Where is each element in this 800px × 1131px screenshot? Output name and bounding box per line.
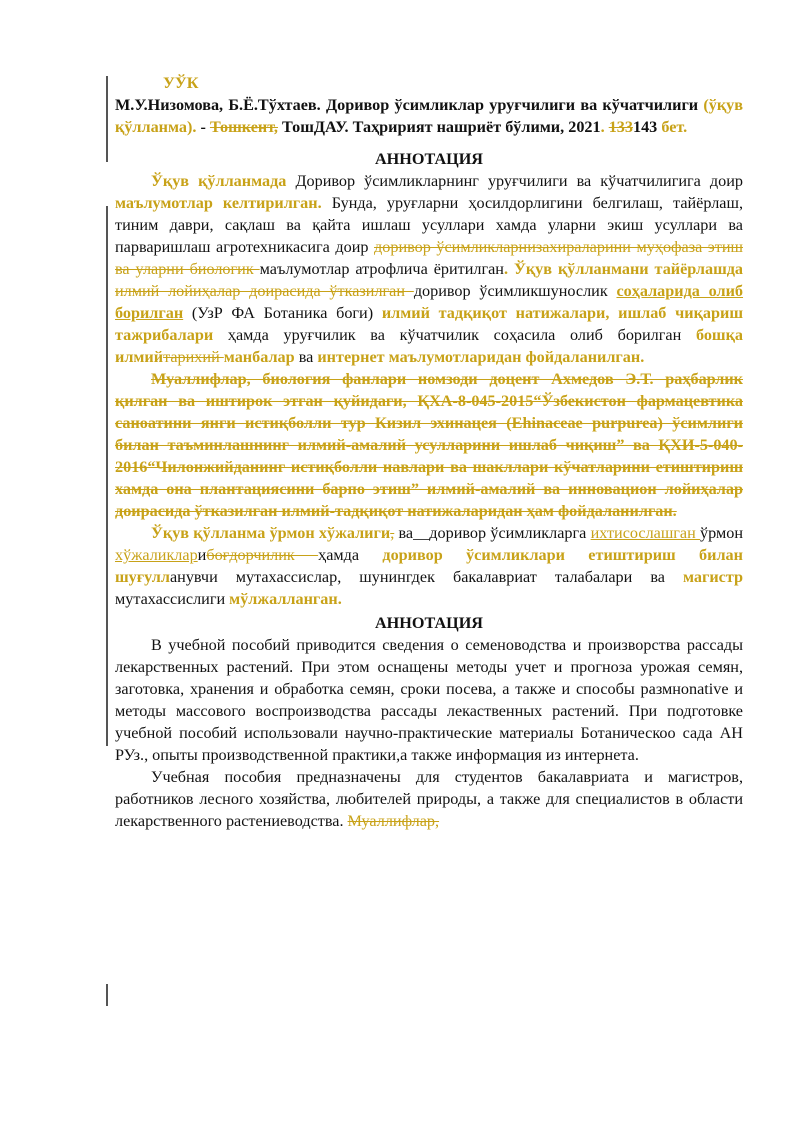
deleted-text: , xyxy=(390,524,395,542)
deleted-text: боғдорчилик xyxy=(206,546,319,564)
uz-paragraph-2-deleted xyxy=(115,368,743,522)
document-page xyxy=(115,72,743,832)
body-text: и xyxy=(197,546,207,564)
deleted-text: тарихий xyxy=(163,348,224,366)
inserted-text: бет. xyxy=(657,118,688,136)
body-text: мутахассислиги xyxy=(115,590,230,608)
inserted-text: доривор ўсимликлари етиштириш билан шуғулл xyxy=(115,546,743,586)
body-text: ҳамда уруғчилик ва кўчатчилик соҳасила олиб борилган xyxy=(213,326,696,344)
body-text: доривор ўсимликшунослик xyxy=(413,282,617,300)
deleted-text: илмий лойиҳалар доирасида ўтказилган xyxy=(115,282,414,300)
body-text: ва__доривор ўсимликларга xyxy=(394,524,591,542)
inserted-text: маълумотлар келтирилган. xyxy=(115,194,322,212)
inserted-text: Ўқув қўлланма ўрмон хўжалиги xyxy=(151,524,391,542)
inserted-text: мўлжалланган. xyxy=(229,590,342,608)
citation xyxy=(115,94,743,138)
inserted-text: . xyxy=(600,118,609,136)
inserted-text: ихтисослашган xyxy=(590,524,701,542)
ru-paragraph-2 xyxy=(115,766,743,832)
change-bar xyxy=(106,206,108,746)
change-bar xyxy=(106,984,108,1006)
uz-paragraph-3 xyxy=(115,522,743,610)
body-text: анувчи мутахассислар, шунингдек бакалавриат талабалари ва xyxy=(169,568,683,586)
deleted-text: 133 xyxy=(608,118,633,136)
inserted-text: хўжаликлар xyxy=(115,546,198,564)
body-text: ва xyxy=(294,348,318,366)
citation-authors: М.У.Низомова, Б.Ё.Тўхтаев. xyxy=(115,96,321,114)
body-text: Бунда, уруғларни ҳосилдорлигини белгилаш, тайёрлаш, тиним даври, сақлаш ва қайта ишлаш усуллари хамда уларни экиш усуллари ва парваришлаш агротехникасига доир xyxy=(115,194,744,256)
citation-publisher: ТошДАУ. Таҳририят нашриёт бўлими, 2021 xyxy=(277,118,601,136)
citation-pages: 143 xyxy=(632,118,658,136)
inserted-text: илмий тадқиқот натижалари, ишлаб чиқариш тажрибалари xyxy=(115,304,743,344)
deleted-text: Муаллифлар, xyxy=(347,812,440,830)
inserted-text: Ўқув қўлланмада xyxy=(151,172,287,190)
uz-paragraph-1 xyxy=(115,170,743,368)
inserted-text: интернет маълумотларидан фойдаланилган. xyxy=(317,348,645,366)
change-bar xyxy=(106,76,108,162)
body-text: (УзР ФА Ботаника боги) xyxy=(183,304,382,322)
body-text: ҳамда xyxy=(318,546,383,564)
inserted-text: . xyxy=(503,260,508,278)
body-text: Учебная пособия предназначены для студентов бакалавриата и магистров, работников лесного хозяйства, любителей природы, а также для специалистов в области лекарственного растениеводства. xyxy=(115,768,743,830)
deleted-text: Муаллифлар, биология фанлари номзоди доцент Ахмедов Э.Т. раҳбарлик қилган ва иштирок этган қуйидаги, ҚХА-8-045-2015“Ўзбекистон фармацевтика саноатини янги истиқболли тур Кизил эхинацея (Ehinaceae purpurea) ўсимлиги билан таъминлашнинг илмий-амалий усулларини ишлаб чиқиш” ва ҚХИ-5-040-2016“Чилонжийданинг истиқболли навлари ва шакллари кўчатларини етиштириш хамда она плантациясини барпо этиш” илмий-амалий ва инновацион лойиҳалар доирасида ўтказилган илмий-тадқиқот натижаларидан ҳам фойдаланилган. xyxy=(115,370,743,520)
deleted-text: доривор ўсимликларнизахираларини муҳофаза этиш ва уларни биологик xyxy=(115,238,743,278)
ru-paragraph-1: В учебной пособий приводится сведения о семеноводства и произворства рассады лекарственных растений. При этом оснащены методы учет и прогноза урожая семян, заготовка, хранения и обработка семян, сроки посева, а также и способы размноnative и методы массового воспроизводства рассады лекаственных растений. При подготовке учебной пособий использовали научно-практические материалы Ботаническоо сада АН РУз., опыты производственной практики,а также информация из интернета. xyxy=(115,636,743,764)
citation-dash: - xyxy=(196,118,210,136)
inserted-text: Ўқув қўлланмани тайёрлашда xyxy=(513,260,744,278)
inserted-text: манбалар xyxy=(223,348,295,366)
body-text: ўрмон xyxy=(700,524,743,542)
inserted-text: бошқа илмий xyxy=(115,326,743,366)
citation-title: Доривор ўсимликлар уруғчилиги ва кўчатчилиги xyxy=(320,96,704,114)
udk-label: УЎК xyxy=(163,74,199,92)
inserted-text: соҳаларида олиб борилган xyxy=(115,282,744,322)
annotation-heading-uz: АННОТАЦИЯ xyxy=(374,150,484,168)
annotation-heading-ru: АННОТАЦИЯ xyxy=(374,614,484,632)
body-text: Доривор ўсимликларнинг уруғчилиги ва кўчатчилигига доир xyxy=(286,172,743,190)
inserted-text: магистр xyxy=(682,568,743,586)
inserted-text: (ўқув қўлланма). xyxy=(115,96,743,136)
body-text: маълумотлар атрофлича ёритилган xyxy=(259,260,504,278)
deleted-text: Тошкент, xyxy=(209,118,278,136)
